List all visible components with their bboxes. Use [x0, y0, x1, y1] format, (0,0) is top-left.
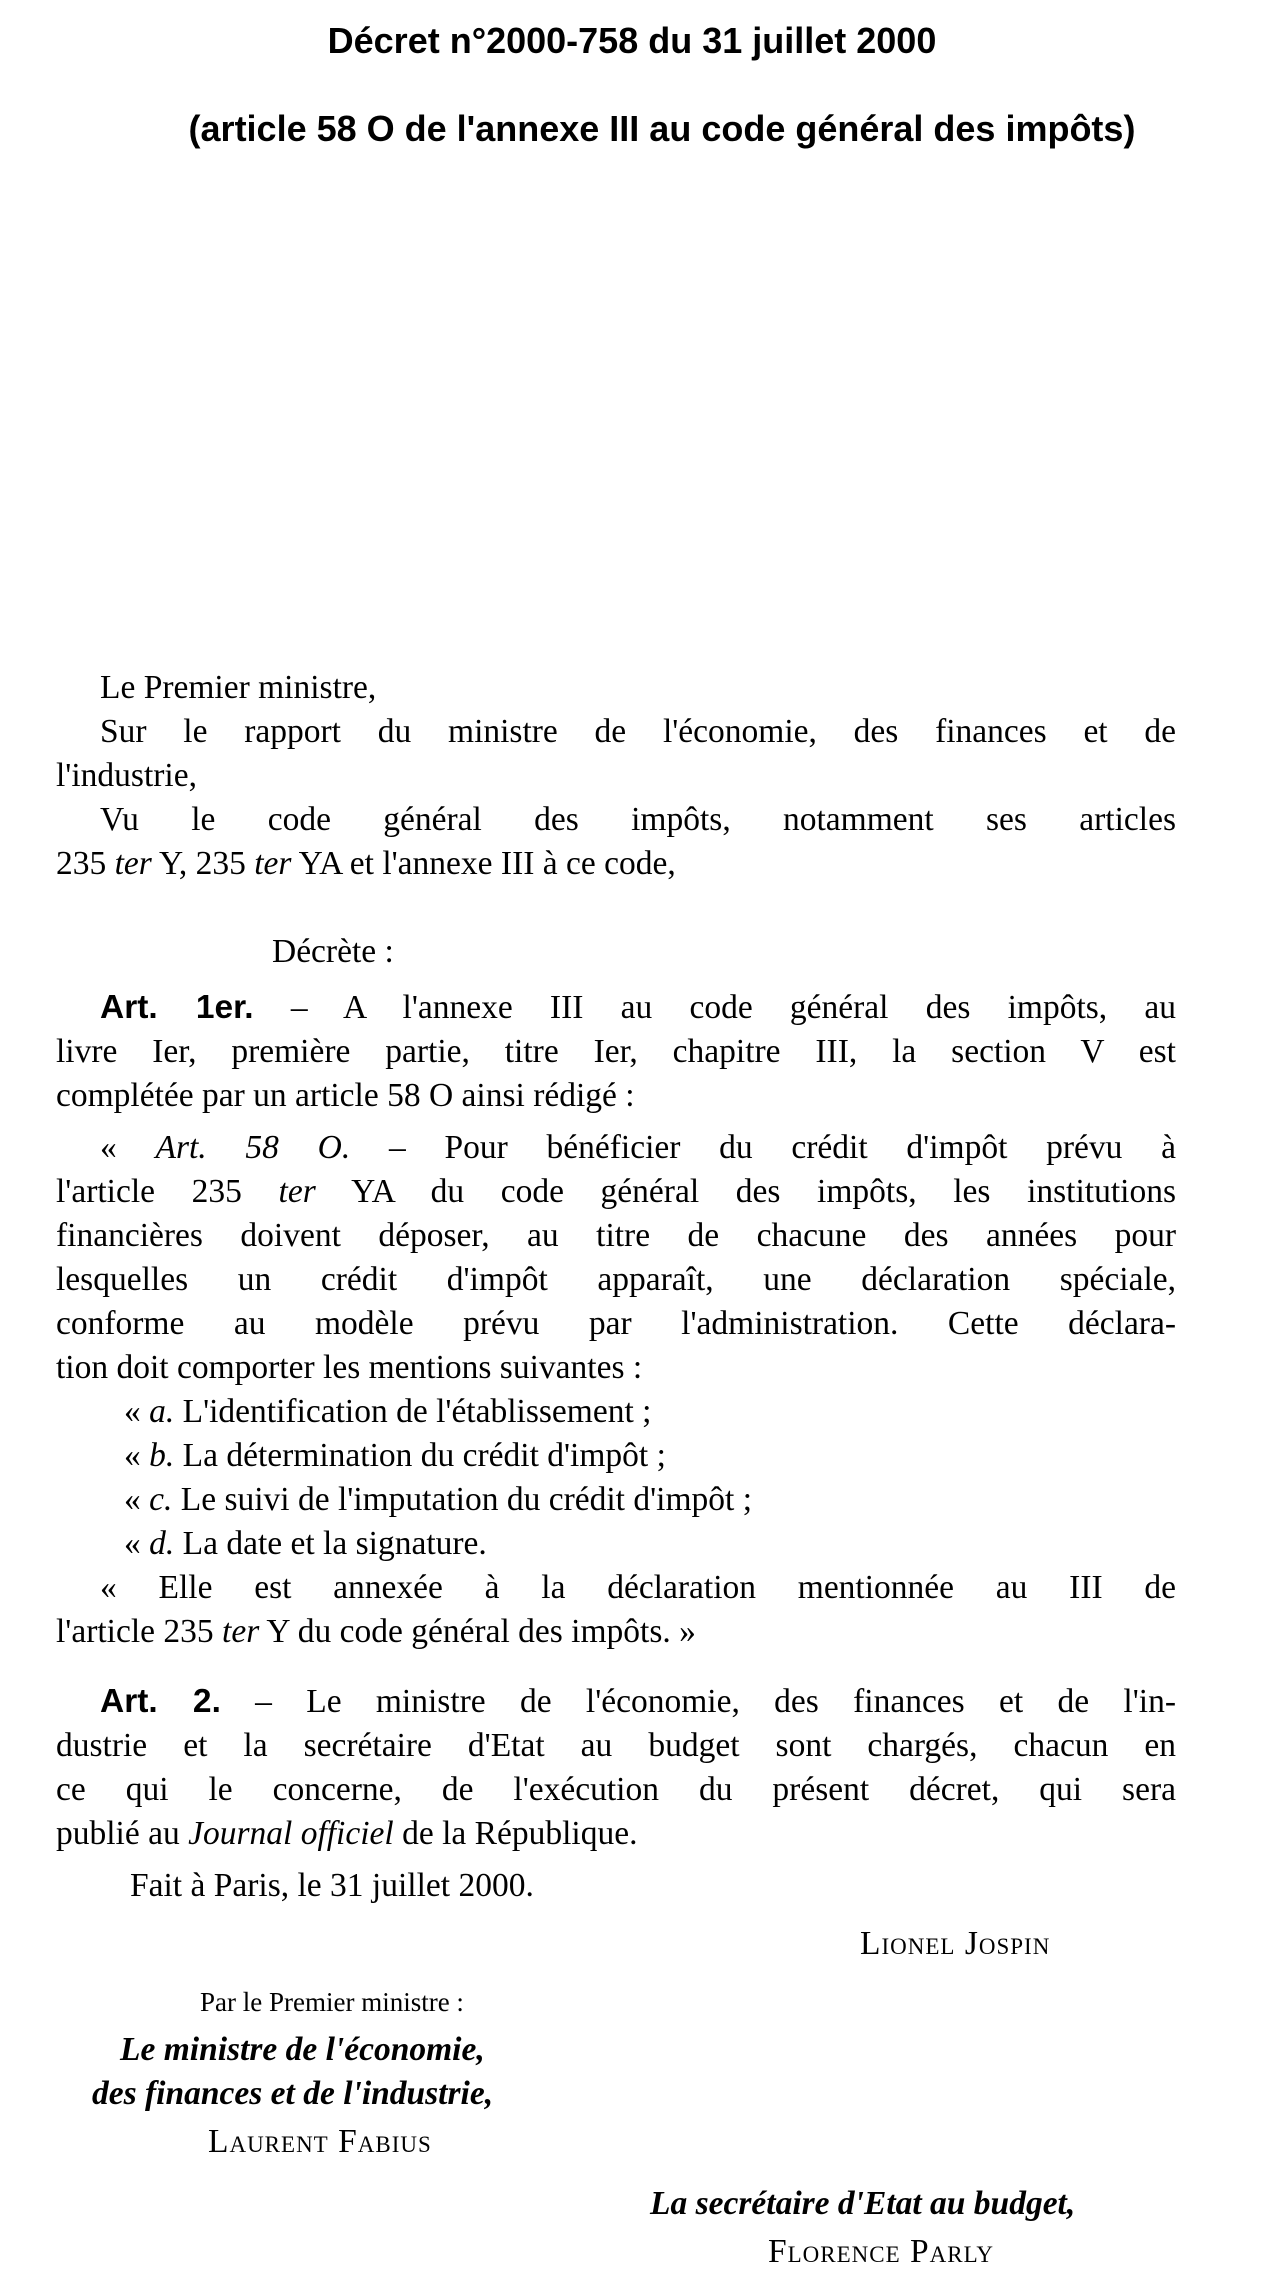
- article-2-line-1: [56, 1680, 1176, 1724]
- vu-text-a: 235: [56, 845, 115, 882]
- article-2-text-1: – Le ministre de l'économie, des finances et de l'in-: [220, 1683, 1176, 1720]
- vu-ter-1: ter: [114, 845, 152, 882]
- mention-item-d: [56, 1522, 1176, 1566]
- secretary-name: Florence Parly: [768, 2233, 994, 2270]
- mention-letter: c.: [149, 1481, 173, 1518]
- decree-title: Décret n°2000-758 du 31 juillet 2000: [327, 20, 937, 61]
- mention-text: Le suivi de l'imputation du crédit d'impôt ;: [172, 1481, 753, 1518]
- article-2: [56, 1680, 1176, 1856]
- annex-ter: ter: [222, 1613, 260, 1650]
- minister-title-line-2: des finances et de l'industrie,: [92, 2075, 494, 2112]
- mention-prefix: «: [124, 1525, 150, 1562]
- preamble-author: Le Premier ministre,: [100, 669, 377, 706]
- mention-item-b: [56, 1434, 1176, 1478]
- article-2-line-2: dustrie et la secrétaire d'Etat au budget sont chargés, chacun en: [56, 1727, 1176, 1764]
- annex-line-2: [56, 1610, 1176, 1654]
- article-2-text-4a: publié au: [56, 1815, 189, 1852]
- quote-line-1: [56, 1126, 1176, 1170]
- mention-text: L'identification de l'établissement ;: [174, 1393, 652, 1430]
- secretary-title: La secrétaire d'Etat au budget,: [650, 2185, 1076, 2222]
- quote-text-2a: l'article 235: [56, 1173, 279, 1210]
- mention-prefix: «: [124, 1481, 150, 1518]
- mention-item-a: [56, 1390, 1176, 1434]
- quote-line-2: [56, 1170, 1176, 1214]
- quote-article-label: Art. 58 O.: [155, 1129, 351, 1166]
- quote-text-2b: YA du code général des impôts, les institutions: [315, 1173, 1176, 1210]
- quote-text-1: – Pour bénéficier du crédit d'impôt prévu à: [350, 1129, 1177, 1166]
- article-1-label: Art. 1er.: [100, 989, 254, 1026]
- vu-text-c: YA et l'annexe III à ce code,: [291, 845, 676, 882]
- article-1-line-1: [56, 986, 1176, 1030]
- preamble: [56, 666, 1176, 886]
- article-1-text-1: – A l'annexe III au code général des impôts, au: [253, 989, 1176, 1026]
- article-2-label: Art. 2.: [100, 1683, 221, 1720]
- mention-letter: b.: [149, 1437, 175, 1474]
- article-2-text-4b: de la République.: [393, 1815, 638, 1852]
- article-1: [56, 986, 1176, 1118]
- preamble-report-line-2: l'industrie,: [56, 757, 197, 794]
- vu-ter-2: ter: [254, 845, 292, 882]
- quote-open: «: [100, 1129, 156, 1166]
- quote-ter: ter: [278, 1173, 316, 1210]
- mention-letter: a.: [149, 1393, 175, 1430]
- place-and-date: Fait à Paris, le 31 juillet 2000.: [130, 1867, 534, 1904]
- article-58o-quote: [56, 1126, 1176, 1654]
- annex-line-1: « Elle est annexée à la déclaration mentionnée au III de: [100, 1569, 1176, 1606]
- preamble-report-line-1: Sur le rapport du ministre de l'économie, des finances et de: [100, 713, 1176, 750]
- decree-subtitle: (article 58 O de l'annexe III au code général des impôts): [188, 108, 1136, 149]
- article-2-line-4: [56, 1812, 1176, 1856]
- annex-text-b: Y du code général des impôts. »: [259, 1613, 696, 1650]
- article-1-line-3: complétée par un article 58 O ainsi rédigé :: [56, 1077, 635, 1114]
- preamble-vu-line-2: [56, 842, 1176, 886]
- mention-letter: d.: [149, 1525, 175, 1562]
- journal-officiel: Journal officiel: [188, 1815, 394, 1852]
- quote-line-6: tion doit comporter les mentions suivantes :: [56, 1349, 643, 1386]
- mention-prefix: «: [124, 1437, 150, 1474]
- par-le-premier-ministre: Par le Premier ministre :: [200, 1987, 464, 2017]
- mention-item-c: [56, 1478, 1176, 1522]
- quote-line-4: lesquelles un crédit d'impôt apparaît, une déclaration spéciale,: [56, 1261, 1176, 1298]
- article-2-line-3: ce qui le concerne, de l'exécution du présent décret, qui sera: [56, 1771, 1176, 1808]
- quote-line-5: conforme au modèle prévu par l'administration. Cette déclara-: [56, 1305, 1176, 1342]
- minister-title-line-1: Le ministre de l'économie,: [120, 2031, 485, 2068]
- preamble-vu-line-1: Vu le code général des impôts, notamment ses articles: [100, 801, 1176, 838]
- vu-text-b: Y, 235: [151, 845, 255, 882]
- mention-text: La date et la signature.: [174, 1525, 487, 1562]
- article-1-line-2: livre Ier, première partie, titre Ier, chapitre III, la section V est: [56, 1033, 1176, 1070]
- annex-text-a: l'article 235: [56, 1613, 223, 1650]
- prime-minister-signature: Lionel Jospin: [860, 1925, 1051, 1962]
- mention-prefix: «: [124, 1393, 150, 1430]
- mention-text: La détermination du crédit d'impôt ;: [174, 1437, 666, 1474]
- quote-line-3: financières doivent déposer, au titre de chacune des années pour: [56, 1217, 1176, 1254]
- minister-name: Laurent Fabius: [208, 2123, 432, 2160]
- decrete-label: Décrète :: [272, 933, 394, 970]
